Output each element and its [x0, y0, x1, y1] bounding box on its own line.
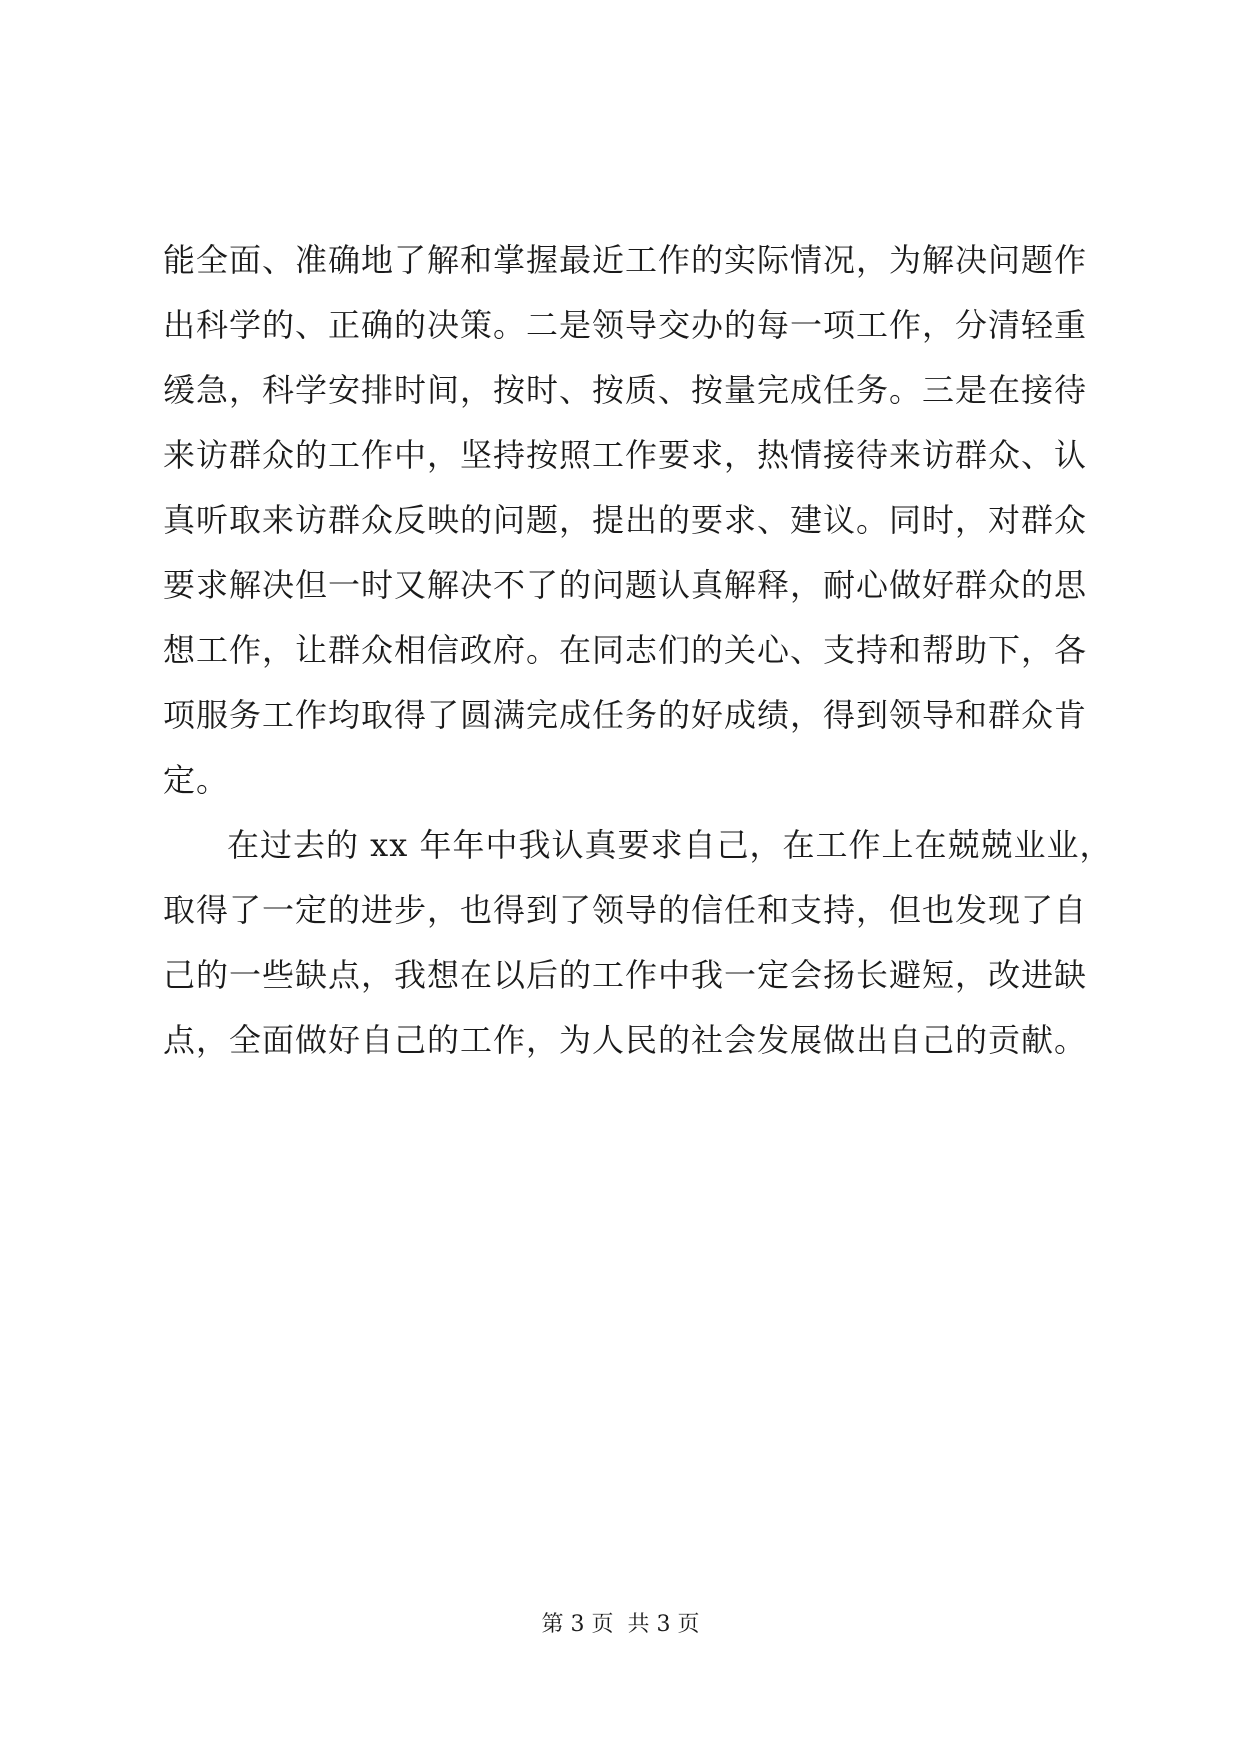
text-line: 出科学的、正确的决策。二是领导交办的每一项工作，分清轻重 — [163, 306, 1088, 344]
document-body — [163, 228, 1113, 1073]
page-footer — [0, 1610, 1241, 1640]
text-line: 点，全面做好自己的工作，为人民的社会发展做出自己的贡献。 — [163, 1021, 1088, 1059]
text-line: 项服务工作均取得了圆满完成任务的好成绩，得到领导和群众肯 — [163, 696, 1088, 734]
paragraph-first-line: 在过去的 xx 年年中我认真要求自己，在工作上在兢兢业业， — [227, 826, 1113, 864]
text-line: 缓急，科学安排时间，按时、按质、按量完成任务。三是在接待 — [163, 371, 1088, 409]
text-line: 己的一些缺点，我想在以后的工作中我一定会扬长避短，改进缺 — [163, 956, 1088, 994]
page-number-total: 共 3 页 — [627, 1612, 700, 1637]
text-line: 想工作，让群众相信政府。在同志们的关心、支持和帮助下，各 — [163, 631, 1088, 669]
text-line: 来访群众的工作中，坚持按照工作要求，热情接待来访群众、认 — [163, 436, 1088, 474]
text-line: 定。 — [163, 761, 230, 799]
text-line: 能全面、准确地了解和掌握最近工作的实际情况，为解决问题作 — [163, 241, 1088, 279]
text-line: 真听取来访群众反映的问题，提出的要求、建议。同时，对群众 — [163, 501, 1088, 539]
text-line: 要求解决但一时又解决不了的问题认真解释，耐心做好群众的思 — [163, 566, 1088, 604]
page-number-current: 第 3 页 — [541, 1612, 614, 1637]
text-line: 取得了一定的进步，也得到了领导的信任和支持，但也发现了自 — [163, 891, 1088, 929]
